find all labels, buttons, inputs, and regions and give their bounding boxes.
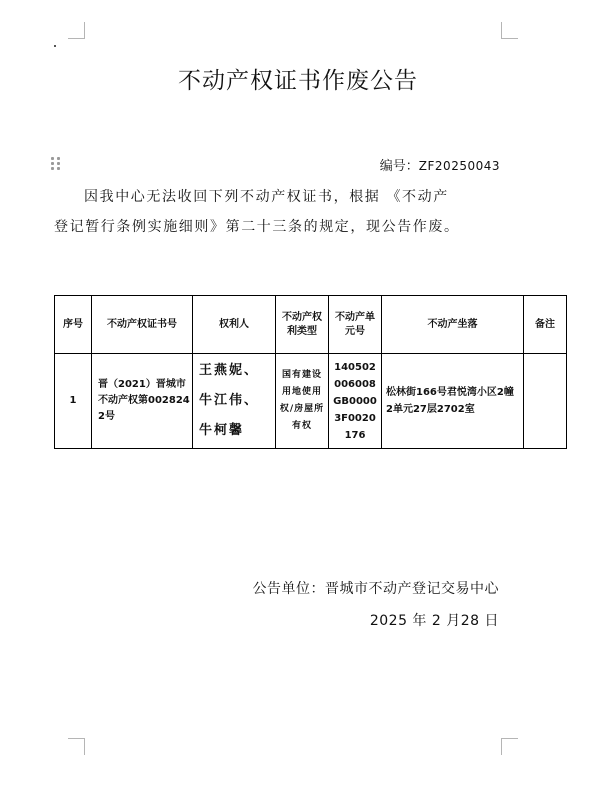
- drag-handle-icon[interactable]: [51, 157, 61, 171]
- issue-date: 2025 年 2 月28 日: [369, 613, 499, 629]
- cell-owner: [193, 354, 276, 449]
- unit-no-text: 140502006008GB00003F0020176: [333, 361, 377, 441]
- table-header-row: [55, 296, 567, 354]
- announcement-body-line-1: 因我中心无法收回下列不动产权证书，根据 《不动产: [84, 189, 449, 205]
- document-number: [380, 155, 500, 174]
- cell-right-type: [276, 354, 329, 449]
- cell-no: 1: [55, 354, 92, 449]
- certificate-table: [54, 295, 567, 449]
- cell-location: [382, 354, 524, 449]
- owner-text: 王燕妮、牛江伟、牛柯馨: [199, 363, 260, 438]
- header-owner: 权利人: [193, 296, 276, 354]
- issuing-unit: 公告单位：晋城市不动产登记交易中心: [252, 581, 499, 597]
- header-location: 不动产坐落: [382, 296, 524, 354]
- location-text: 松林街166号君悦湾小区2幢2单元27层2702室: [386, 387, 514, 415]
- header-right-type: 不动产权利类型: [276, 296, 329, 354]
- cell-unit-no: [329, 354, 382, 449]
- cursor-mark: [54, 45, 56, 47]
- document-number-value: ZF20250043: [418, 159, 500, 173]
- table-row: [55, 354, 567, 449]
- document-title: 不动产权证书作废公告: [178, 68, 418, 94]
- header-unit-no: 不动产单元号: [329, 296, 382, 354]
- cell-cert-no: 晋（2021）晋城市不动产权第0028242号: [92, 354, 193, 449]
- page-corner-mark-bottom-right: [501, 738, 518, 755]
- announcement-body-line-2: 登记暂行条例实施细则》第二十三条的规定，现公告作废。: [54, 219, 460, 235]
- page-corner-mark-bottom-left: [68, 738, 85, 755]
- cell-remarks: [524, 354, 567, 449]
- header-cert-no: 不动产权证书号: [92, 296, 193, 354]
- header-remarks: 备注: [524, 296, 567, 354]
- document-number-label: 编号：: [379, 159, 419, 174]
- right-type-text: 国有建设用地使用权/房屋所有权: [279, 370, 325, 431]
- page-corner-mark-top-right: [501, 22, 518, 39]
- page-corner-mark-top-left: [68, 22, 85, 39]
- header-no: 序号: [55, 296, 92, 354]
- announcement-body: [54, 182, 504, 242]
